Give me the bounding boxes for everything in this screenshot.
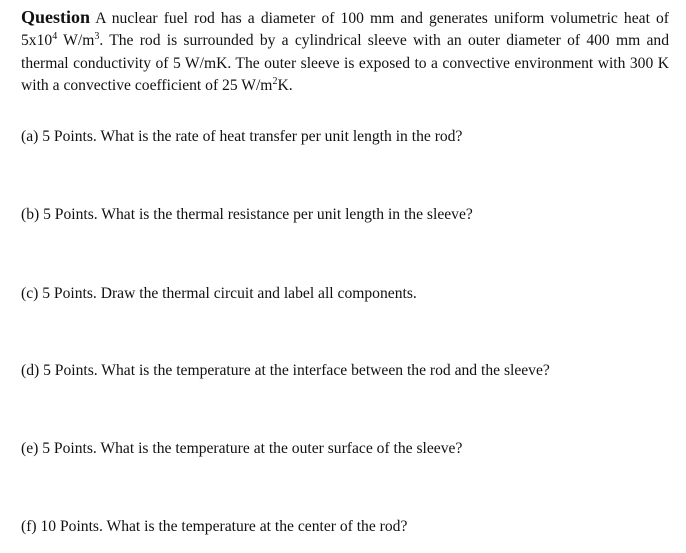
part-e: (e) 5 Points. What is the temperature at the outer surface of the sleeve? <box>21 440 463 457</box>
exponent-heat-generation: 4 <box>52 31 58 43</box>
question-text-1: A nuclear fuel rod has a diameter of 100 mm and generates uniform volumetric heat of 5x10 <box>21 10 669 50</box>
part-a: (a) 5 Points. What is the rate of heat transfer per unit length in the rod? <box>21 128 463 145</box>
part-f: (f) 10 Points. What is the temperature at the center of the rod? <box>21 518 408 535</box>
question-text-4: K. <box>277 77 293 95</box>
question-label: Question <box>21 7 91 27</box>
exponent-area-unit: 2 <box>272 76 278 88</box>
question-statement <box>21 6 669 98</box>
question-text-2: W/m <box>57 32 95 50</box>
part-d: (d) 5 Points. What is the temperature at the interface between the rod and the sleeve? <box>21 362 550 379</box>
question-text-3: . The rod is surrounded by a cylindrical sleeve with an outer diameter of 400 mm and thermal conductivity of 5 W/mK. The outer sleeve is exposed to a convective environment with 300 K with a convective coefficient of 25 W/m <box>21 32 669 95</box>
exponent-volume-unit: 3 <box>94 31 100 43</box>
part-b: (b) 5 Points. What is the thermal resistance per unit length in the sleeve? <box>21 206 473 223</box>
part-c: (c) 5 Points. Draw the thermal circuit and label all components. <box>21 285 417 302</box>
